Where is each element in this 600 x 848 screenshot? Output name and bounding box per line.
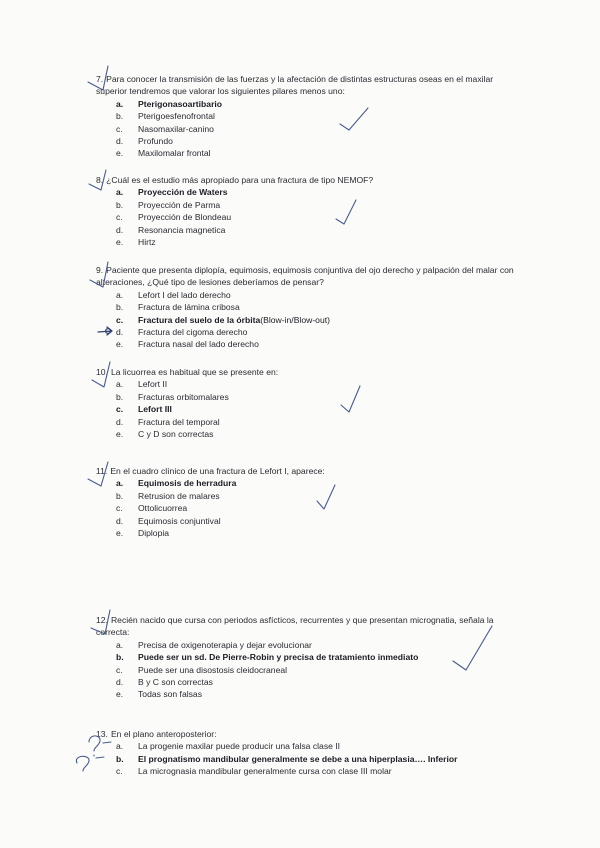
answer-option	[96, 301, 516, 313]
answer-option	[96, 378, 516, 390]
option-text: Puede ser un sd. De Pierre-Robin y precisa de tratamiento inmediato	[138, 652, 419, 663]
answer-option	[96, 676, 516, 688]
option-letter: c.	[116, 123, 123, 134]
option-text: Fractura nasal del lado derecho	[138, 339, 259, 350]
option-text: Fractura del cigoma derecho	[138, 327, 248, 338]
options-list	[96, 740, 516, 777]
answer-option	[96, 477, 516, 489]
answer-option	[96, 236, 516, 248]
answer-option	[96, 753, 516, 765]
answer-option	[96, 639, 516, 651]
options-list	[96, 186, 516, 248]
option-text: Hirtz	[138, 237, 156, 248]
answer-option	[96, 123, 516, 135]
options-list	[96, 378, 516, 440]
option-letter: a.	[116, 741, 124, 752]
question-stem	[96, 174, 516, 186]
answer-option	[96, 740, 516, 752]
question-text: La licuorrea es habitual que se presente en:	[110, 367, 279, 377]
question-12	[96, 614, 516, 701]
answer-option	[96, 416, 516, 428]
option-letter: a.	[116, 289, 124, 300]
option-letter: a.	[116, 478, 124, 489]
option-letter: b.	[116, 199, 124, 210]
question-mark-icon	[76, 756, 89, 771]
answer-option	[96, 403, 516, 415]
option-letter: e.	[116, 429, 124, 440]
option-letter: a.	[116, 379, 124, 390]
option-text: Todas son falsas	[138, 689, 203, 700]
question-text: Recién nacido que cursa con periodos asfícticos, recurrentes y que presentan micrognatia, señala la correcta:	[96, 615, 494, 638]
option-text: Diplopia	[138, 528, 170, 539]
answer-option	[96, 391, 516, 403]
option-letter: a.	[116, 98, 124, 109]
question-stem	[96, 366, 516, 378]
option-text: Resonancia magnetica	[138, 224, 226, 235]
option-text: Profundo	[138, 136, 173, 147]
option-text: El prognatismo mandibular generalmente se debe a una hiperplasia…. Inferior	[138, 753, 458, 764]
option-text: Pterigoesfenofrontal	[138, 111, 215, 122]
option-letter: b.	[116, 391, 124, 402]
question-text: Para conocer la transmisión de las fuerzas y la afectación de distintas estructuras oseas en el maxilar superior tendremos que valorar los siguientes pilares menos uno:	[96, 74, 494, 97]
option-letter: c.	[116, 664, 123, 675]
options-list	[96, 639, 516, 701]
option-text: Equimosis conjuntival	[138, 515, 221, 526]
option-letter: d.	[116, 677, 124, 688]
answer-option	[96, 314, 516, 326]
answer-option	[96, 502, 516, 514]
question-13	[96, 728, 516, 778]
question-number: 7.	[96, 74, 104, 84]
option-text: Pterigonasoartibario	[138, 98, 223, 109]
answer-option	[96, 664, 516, 676]
question-stem	[96, 614, 516, 639]
option-letter: c.	[116, 503, 123, 514]
option-text: Fractura del temporal	[138, 416, 220, 427]
answer-option	[96, 651, 516, 663]
option-letter: d.	[116, 515, 124, 526]
question-number: 11.	[96, 466, 108, 476]
question-stem	[96, 728, 516, 740]
question-text: ¿Cuál es el estudio más apropiado para una fractura de tipo NEMOF?	[106, 175, 374, 185]
option-text: Proyección de Blondeau	[138, 212, 232, 223]
option-letter: c.	[116, 212, 123, 223]
option-suffix: (Blow-in/Blow-out)	[260, 314, 330, 325]
answer-option	[96, 338, 516, 350]
option-text: Lefort II	[138, 379, 168, 390]
answer-option	[96, 110, 516, 122]
option-letter: e.	[116, 237, 124, 248]
question-stem	[96, 264, 516, 289]
option-letter: d.	[116, 327, 124, 338]
option-letter: b.	[116, 490, 124, 501]
option-text: Puede ser una disostosis cleidocraneal	[138, 664, 288, 675]
option-letter: e.	[116, 148, 124, 159]
option-text: Retrusion de malares	[138, 490, 220, 501]
option-text: Lefort III	[138, 404, 172, 415]
option-text: Proyección de Waters	[138, 187, 228, 198]
option-letter: d.	[116, 224, 124, 235]
option-letter: b.	[116, 111, 124, 122]
answer-option	[96, 326, 516, 338]
question-number: 9.	[96, 265, 104, 275]
options-list	[96, 289, 516, 351]
option-text: Fractura de lámina cribosa	[138, 302, 240, 313]
question-9	[96, 264, 516, 351]
option-letter: d.	[116, 416, 124, 427]
option-text: B y C son correctas	[138, 677, 213, 688]
option-text: Fracturas orbitomalares	[138, 391, 229, 402]
answer-option	[96, 515, 516, 527]
question-8	[96, 174, 516, 248]
question-text: En el plano anteroposterior:	[110, 729, 217, 739]
question-stem	[96, 73, 516, 98]
option-letter: b.	[116, 652, 124, 663]
option-letter: e.	[116, 689, 124, 700]
answer-option	[96, 98, 516, 110]
question-stem	[96, 465, 516, 477]
option-text: La micrognasia mandibular generalmente cursa con clase III molar	[138, 766, 392, 777]
answer-option	[96, 490, 516, 502]
question-10	[96, 366, 516, 440]
answer-option	[96, 428, 516, 440]
answer-option	[96, 147, 516, 159]
option-letter: a.	[116, 639, 124, 650]
answer-option	[96, 765, 516, 777]
option-letter: b.	[116, 302, 124, 313]
options-list	[96, 477, 516, 539]
option-letter: b.	[116, 753, 124, 764]
options-list	[96, 98, 516, 160]
option-letter: a.	[116, 187, 124, 198]
answer-option	[96, 211, 516, 223]
option-text: C y D son correctas	[138, 429, 214, 440]
answer-option	[96, 199, 516, 211]
option-text: Lefort I del lado derecho	[138, 289, 231, 300]
option-letter: c.	[116, 766, 123, 777]
question-text: Paciente que presenta diplopía, equimosis, equimosis conjuntiva del ojo derecho y palpación del malar con alteraciones, ¿Qué tipo de lesiones deberíamos de pensar?	[96, 265, 514, 288]
question-11	[96, 465, 516, 539]
option-letter: e.	[116, 528, 124, 539]
answer-option	[96, 186, 516, 198]
option-letter: d.	[116, 136, 124, 147]
option-text: Equimosis de herradura	[138, 478, 237, 489]
option-text: Fractura del suelo de la órbita	[138, 314, 261, 325]
option-text: La progenie maxilar puede producir una falsa clase II	[138, 741, 341, 752]
option-text: Nasomaxilar-canino	[138, 123, 214, 134]
option-letter: c.	[116, 404, 124, 415]
answer-option	[96, 289, 516, 301]
question-text: En el cuadro clínico de una fractura de Lefort I, aparece:	[110, 466, 325, 476]
question-7	[96, 73, 516, 160]
answer-option	[96, 135, 516, 147]
answer-option	[96, 224, 516, 236]
option-text: Ottolicuorrea	[138, 503, 188, 514]
option-text: Proyección de Parma	[138, 199, 221, 210]
question-number: 13.	[96, 729, 108, 739]
answer-option	[96, 688, 516, 700]
option-letter: c.	[116, 314, 124, 325]
option-text: Maxilomalar frontal	[138, 148, 211, 159]
question-number: 12.	[96, 615, 108, 625]
question-number: 8.	[96, 175, 104, 185]
option-letter: e.	[116, 339, 124, 350]
option-text: Precisa de oxigenoterapia y dejar evolucionar	[138, 639, 312, 650]
answer-option	[96, 527, 516, 539]
question-number: 10.	[96, 367, 108, 377]
